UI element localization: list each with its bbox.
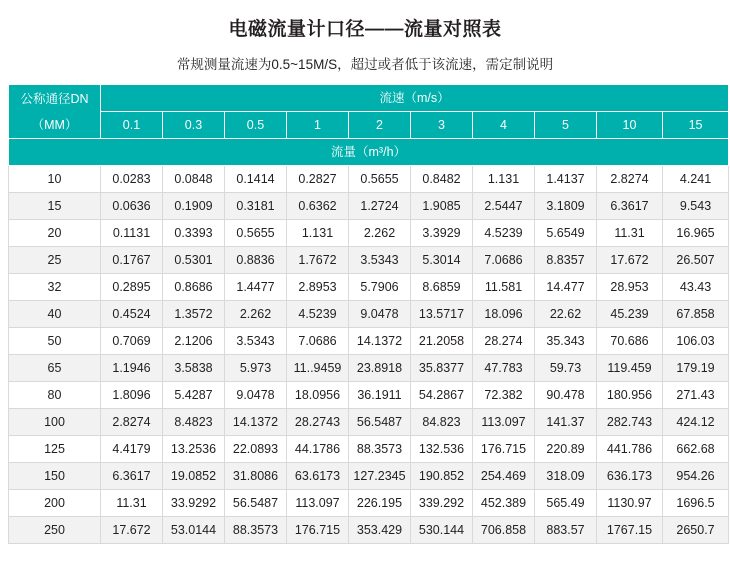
table-row [9, 166, 729, 193]
cell-flow-value: 0.7069 [101, 328, 163, 355]
cell-flow-value: 119.459 [597, 355, 663, 382]
cell-flow-value: 4.241 [663, 166, 729, 193]
cell-flow-value: 0.4524 [101, 301, 163, 328]
cell-flow-value: 636.173 [597, 463, 663, 490]
cell-flow-value: 0.5655 [349, 166, 411, 193]
cell-flow-value: 35.343 [535, 328, 597, 355]
cell-flow-value: 63.6173 [287, 463, 349, 490]
cell-flow-value: 35.8377 [411, 355, 473, 382]
cell-flow-value: 36.1911 [349, 382, 411, 409]
cell-flow-value: 179.19 [663, 355, 729, 382]
speed-header-6: 4 [473, 112, 535, 139]
cell-flow-value: 70.686 [597, 328, 663, 355]
cell-flow-value: 59.73 [535, 355, 597, 382]
cell-flow-value: 9.543 [663, 193, 729, 220]
cell-flow-value: 11.31 [597, 220, 663, 247]
cell-flow-value: 0.2895 [101, 274, 163, 301]
cell-dn: 125 [9, 436, 101, 463]
cell-flow-value: 13.5717 [411, 301, 473, 328]
dn-label-line2: （MM） [31, 117, 78, 132]
cell-flow-value: 8.4823 [163, 409, 225, 436]
cell-flow-value: 4.5239 [287, 301, 349, 328]
cell-dn: 15 [9, 193, 101, 220]
cell-flow-value: 254.469 [473, 463, 535, 490]
cell-flow-value: 21.2058 [411, 328, 473, 355]
speed-header-3: 1 [287, 112, 349, 139]
column-header-flow-band: 流量（m³/h） [9, 139, 729, 166]
cell-flow-value: 67.858 [663, 301, 729, 328]
cell-flow-value: 16.965 [663, 220, 729, 247]
cell-flow-value: 7.0686 [287, 328, 349, 355]
cell-flow-value: 0.6362 [287, 193, 349, 220]
cell-flow-value: 3.1809 [535, 193, 597, 220]
cell-flow-value: 2.262 [349, 220, 411, 247]
cell-flow-value: 6.3617 [101, 463, 163, 490]
cell-flow-value: 88.3573 [349, 436, 411, 463]
cell-flow-value: 26.507 [663, 247, 729, 274]
speed-header-0: 0.1 [101, 112, 163, 139]
cell-flow-value: 452.389 [473, 490, 535, 517]
cell-flow-value: 22.62 [535, 301, 597, 328]
table-row [9, 463, 729, 490]
cell-flow-value: 0.0848 [163, 166, 225, 193]
cell-flow-value: 565.49 [535, 490, 597, 517]
table-row [9, 355, 729, 382]
cell-flow-value: 2.1206 [163, 328, 225, 355]
cell-flow-value: 220.89 [535, 436, 597, 463]
speed-header-4: 2 [349, 112, 411, 139]
speed-header-5: 3 [411, 112, 473, 139]
cell-flow-value: 0.8836 [225, 247, 287, 274]
cell-dn: 40 [9, 301, 101, 328]
cell-flow-value: 8.6859 [411, 274, 473, 301]
cell-dn: 32 [9, 274, 101, 301]
table-row [9, 301, 729, 328]
cell-flow-value: 9.0478 [225, 382, 287, 409]
cell-flow-value: 3.5343 [349, 247, 411, 274]
cell-flow-value: 176.715 [473, 436, 535, 463]
cell-flow-value: 5.6549 [535, 220, 597, 247]
cell-dn: 20 [9, 220, 101, 247]
table-row [9, 382, 729, 409]
cell-flow-value: 132.536 [411, 436, 473, 463]
cell-flow-value: 2650.7 [663, 517, 729, 544]
cell-dn: 50 [9, 328, 101, 355]
cell-flow-value: 4.4179 [101, 436, 163, 463]
cell-flow-value: 31.8086 [225, 463, 287, 490]
cell-flow-value: 45.239 [597, 301, 663, 328]
cell-flow-value: 954.26 [663, 463, 729, 490]
table-row [9, 193, 729, 220]
cell-flow-value: 1.1946 [101, 355, 163, 382]
flow-comparison-table [8, 84, 729, 544]
cell-flow-value: 44.1786 [287, 436, 349, 463]
cell-flow-value: 14.1372 [225, 409, 287, 436]
cell-flow-value: 0.2827 [287, 166, 349, 193]
cell-flow-value: 4.5239 [473, 220, 535, 247]
cell-flow-value: 226.195 [349, 490, 411, 517]
cell-flow-value: 84.823 [411, 409, 473, 436]
cell-flow-value: 441.786 [597, 436, 663, 463]
cell-flow-value: 11.581 [473, 274, 535, 301]
cell-flow-value: 7.0686 [473, 247, 535, 274]
cell-flow-value: 56.5487 [225, 490, 287, 517]
cell-flow-value: 0.8686 [163, 274, 225, 301]
cell-flow-value: 0.1767 [101, 247, 163, 274]
cell-flow-value: 1.8096 [101, 382, 163, 409]
speed-header-7: 5 [535, 112, 597, 139]
speed-header-2: 0.5 [225, 112, 287, 139]
cell-flow-value: 0.3181 [225, 193, 287, 220]
cell-flow-value: 14.477 [535, 274, 597, 301]
cell-flow-value: 0.1909 [163, 193, 225, 220]
cell-flow-value: 141.37 [535, 409, 597, 436]
cell-flow-value: 1.2724 [349, 193, 411, 220]
cell-flow-value: 54.2867 [411, 382, 473, 409]
cell-flow-value: 106.03 [663, 328, 729, 355]
cell-dn: 100 [9, 409, 101, 436]
page-subtitle: 常规测量流速为0.5~15M/S，超过或者低于该流速，需定制说明 [176, 57, 554, 72]
cell-flow-value: 56.5487 [349, 409, 411, 436]
cell-flow-value: 1.4137 [535, 166, 597, 193]
cell-flow-value: 1.131 [473, 166, 535, 193]
cell-flow-value: 8.8357 [535, 247, 597, 274]
table-row [9, 328, 729, 355]
cell-flow-value: 1767.15 [597, 517, 663, 544]
cell-flow-value: 3.5838 [163, 355, 225, 382]
cell-flow-value: 18.096 [473, 301, 535, 328]
table-row [9, 436, 729, 463]
cell-flow-value: 180.956 [597, 382, 663, 409]
cell-dn: 80 [9, 382, 101, 409]
cell-flow-value: 0.0636 [101, 193, 163, 220]
cell-flow-value: 2.8953 [287, 274, 349, 301]
cell-flow-value: 1.131 [287, 220, 349, 247]
cell-flow-value: 17.672 [101, 517, 163, 544]
cell-flow-value: 90.478 [535, 382, 597, 409]
cell-flow-value: 339.292 [411, 490, 473, 517]
cell-flow-value: 11..9459 [287, 355, 349, 382]
column-header-speed-group: 流速（m/s） [101, 85, 729, 112]
cell-flow-value: 190.852 [411, 463, 473, 490]
cell-flow-value: 88.3573 [225, 517, 287, 544]
cell-dn: 200 [9, 490, 101, 517]
cell-flow-value: 113.097 [287, 490, 349, 517]
cell-flow-value: 318.09 [535, 463, 597, 490]
cell-flow-value: 0.5301 [163, 247, 225, 274]
cell-flow-value: 0.3393 [163, 220, 225, 247]
cell-flow-value: 883.57 [535, 517, 597, 544]
cell-flow-value: 72.382 [473, 382, 535, 409]
cell-flow-value: 33.9292 [163, 490, 225, 517]
cell-flow-value: 14.1372 [349, 328, 411, 355]
cell-flow-value: 2.8274 [101, 409, 163, 436]
cell-dn: 250 [9, 517, 101, 544]
cell-flow-value: 2.5447 [473, 193, 535, 220]
cell-flow-value: 271.43 [663, 382, 729, 409]
cell-flow-value: 113.097 [473, 409, 535, 436]
cell-flow-value: 19.0852 [163, 463, 225, 490]
cell-flow-value: 5.7906 [349, 274, 411, 301]
header-row-2 [9, 112, 729, 139]
cell-flow-value: 0.5655 [225, 220, 287, 247]
table-body [9, 166, 729, 544]
cell-flow-value: 23.8918 [349, 355, 411, 382]
table-row [9, 220, 729, 247]
cell-dn: 150 [9, 463, 101, 490]
cell-flow-value: 47.783 [473, 355, 535, 382]
cell-flow-value: 6.3617 [597, 193, 663, 220]
cell-flow-value: 1.9085 [411, 193, 473, 220]
cell-flow-value: 28.2743 [287, 409, 349, 436]
cell-flow-value: 2.8274 [597, 166, 663, 193]
cell-flow-value: 11.31 [101, 490, 163, 517]
cell-flow-value: 53.0144 [163, 517, 225, 544]
cell-flow-value: 28.953 [597, 274, 663, 301]
cell-flow-value: 0.0283 [101, 166, 163, 193]
cell-flow-value: 353.429 [349, 517, 411, 544]
cell-flow-value: 530.144 [411, 517, 473, 544]
cell-flow-value: 5.4287 [163, 382, 225, 409]
cell-flow-value: 1.4477 [225, 274, 287, 301]
cell-flow-value: 662.68 [663, 436, 729, 463]
cell-flow-value: 22.0893 [225, 436, 287, 463]
cell-flow-value: 2.262 [225, 301, 287, 328]
table-row [9, 490, 729, 517]
speed-header-8: 10 [597, 112, 663, 139]
cell-flow-value: 424.12 [663, 409, 729, 436]
cell-flow-value: 706.858 [473, 517, 535, 544]
table-row [9, 517, 729, 544]
cell-flow-value: 5.3014 [411, 247, 473, 274]
cell-flow-value: 127.2345 [349, 463, 411, 490]
cell-dn: 25 [9, 247, 101, 274]
cell-flow-value: 17.672 [597, 247, 663, 274]
cell-flow-value: 282.743 [597, 409, 663, 436]
cell-flow-value: 3.3929 [411, 220, 473, 247]
header-row-1 [9, 85, 729, 112]
cell-dn: 65 [9, 355, 101, 382]
column-header-dn [9, 85, 101, 139]
cell-flow-value: 1696.5 [663, 490, 729, 517]
page-title: 电磁流量计口径——流量对照表 [228, 19, 502, 40]
table-row [9, 274, 729, 301]
speed-header-1: 0.3 [163, 112, 225, 139]
dn-label-line1: 公称通径DN [20, 91, 89, 106]
cell-flow-value: 0.8482 [411, 166, 473, 193]
table-row [9, 409, 729, 436]
cell-flow-value: 0.1414 [225, 166, 287, 193]
cell-flow-value: 1.3572 [163, 301, 225, 328]
cell-flow-value: 18.0956 [287, 382, 349, 409]
cell-flow-value: 28.274 [473, 328, 535, 355]
cell-flow-value: 3.5343 [225, 328, 287, 355]
table-row [9, 247, 729, 274]
cell-flow-value: 1.7672 [287, 247, 349, 274]
speed-header-9: 15 [663, 112, 729, 139]
cell-flow-value: 0.1131 [101, 220, 163, 247]
cell-flow-value: 176.715 [287, 517, 349, 544]
cell-flow-value: 1130.97 [597, 490, 663, 517]
table-head [9, 85, 729, 166]
header-row-3 [9, 139, 729, 166]
cell-flow-value: 13.2536 [163, 436, 225, 463]
cell-dn: 10 [9, 166, 101, 193]
cell-flow-value: 5.973 [225, 355, 287, 382]
cell-flow-value: 43.43 [663, 274, 729, 301]
cell-flow-value: 9.0478 [349, 301, 411, 328]
